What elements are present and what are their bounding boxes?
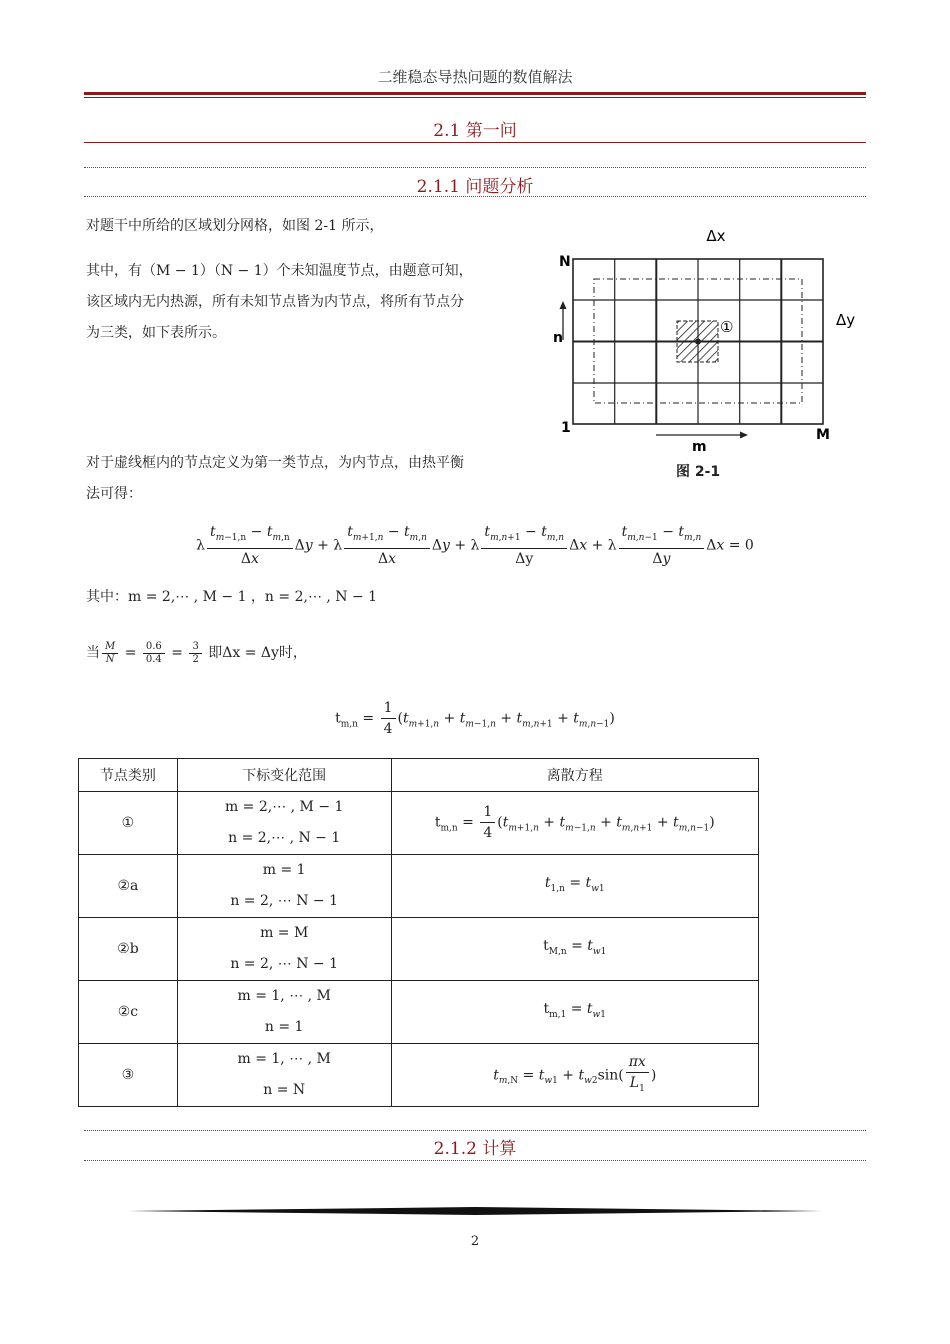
table-row	[79, 918, 759, 981]
paragraph-inner-nodes	[86, 448, 464, 510]
node-type-label: ①	[720, 318, 734, 336]
range-m: m = 1, ⋯ , M	[237, 988, 331, 1004]
range-n: n = 2, ⋯ N − 1	[230, 956, 339, 972]
running-header: 二维稳态导热问题的数值解法	[377, 68, 573, 86]
heat-balance-equation: λ $\frac{t_{m-1,n} - t_{m,n}}{\Delta x}$ Δy + λ $\frac{t_{m+1,n} - t_{m,n}}{\Delta x}$ Δy + λ $\frac{t_{m,n+1} - t_{m,n}}{\Delta y}$ Δx + λ $\frac{t_{m,n-1} - t_{m,n}}{\Delta y}$ Δx = 0	[196, 524, 754, 567]
equation-cell: $t_{M,n} = t_{w1}$	[391, 918, 758, 981]
paragraph-nodes	[86, 256, 473, 349]
index-range-text: 其中：m = 2,⋯ , M − 1 ，n = 2,⋯ , N − 1	[86, 589, 378, 605]
dx-label: Δx	[706, 227, 726, 245]
simplified-equation: $t_{m,n}$ = $\frac{1}{4}$ $(t_{m+1,n} + t_{m-1,n} + t_{m,n+1} + t_{m,n-1})$	[335, 700, 615, 737]
equation-cell: $t_{m,n}$ = $\frac{1}{4}$ $(t_{m+1,n} + t_{m-1,n} + t_{m,n+1} + t_{m,n-1})$	[391, 792, 758, 855]
section-2-1-1-top-rule	[84, 167, 866, 168]
m-arrowhead	[740, 432, 748, 439]
table-row	[79, 981, 759, 1044]
range-cell	[177, 792, 391, 855]
section-2-1-2-top-rule	[84, 1130, 866, 1131]
page-number: 2	[470, 1234, 480, 1249]
one-label: 1	[561, 420, 571, 436]
M-label: M	[816, 427, 830, 443]
range-m: m = 1, ⋯ , M	[237, 1051, 331, 1067]
section-2-1-1-bottom-rule	[84, 196, 866, 197]
range-cell	[177, 855, 391, 918]
section-2-1-rule	[84, 142, 866, 143]
range-n: n = N	[263, 1082, 306, 1098]
figure-caption: 图 2-1	[676, 464, 721, 480]
range-m: m = 2,⋯ , M − 1	[224, 799, 344, 815]
header-index-range: 下标变化范围	[177, 759, 391, 792]
range-n: n = 1	[264, 1019, 304, 1035]
section-2-1-title: 2.1 第一问	[433, 121, 517, 141]
range-n: n = 2,⋯ , N − 1	[228, 830, 341, 846]
paragraph-inner-line1: 对于虚线框内的节点定义为第一类节点，为内节点，由热平衡	[86, 455, 464, 471]
node-type-cell: ①	[79, 792, 178, 855]
paragraph-nodes-line2: 该区域内无内热源，所有未知节点皆为内节点，将所有节点分	[86, 294, 464, 310]
header-node-type: 节点类别	[79, 759, 178, 792]
ratio-prefix: 当	[86, 645, 100, 661]
equation-cell: $t_{m,N} = t_{w1} + t_{w2}\sin$( $\frac{\pi x}{L_1}$ )	[391, 1044, 758, 1107]
node-type-cell: ②b	[79, 918, 178, 981]
node-classification-table	[78, 758, 759, 1107]
equation-cell: $t_{m,1} = t_{w1}$	[391, 981, 758, 1044]
dy-label: Δy	[836, 311, 856, 329]
node-type-cell: ②a	[79, 855, 178, 918]
footer-rule	[128, 1205, 822, 1217]
node-type-cell: ②c	[79, 981, 178, 1044]
section-2-1-2-bottom-rule	[84, 1160, 866, 1161]
table-row	[79, 1044, 759, 1107]
header-discrete-equation: 离散方程	[391, 759, 758, 792]
range-n: n = 2, ⋯ N − 1	[230, 893, 339, 909]
paragraph-inner-line2: 法可得：	[86, 486, 142, 502]
table-row	[79, 792, 759, 855]
range-cell	[177, 981, 391, 1044]
paragraph-nodes-line1: 其中，有（M − 1）（N − 1）个未知温度节点，由题意可知，	[86, 263, 473, 279]
n-label: n	[553, 330, 563, 346]
table-row	[79, 855, 759, 918]
paragraph-nodes-line3: 为三类，如下表所示。	[86, 325, 226, 341]
header-rule-thick	[84, 92, 866, 95]
paragraph-grid: 对题干中所给的区域划分网格，如图 2-1 所示，	[86, 218, 384, 234]
range-cell	[177, 918, 391, 981]
node-type-cell: ③	[79, 1044, 178, 1107]
header-rule-thin	[84, 97, 866, 98]
node-point	[695, 339, 701, 345]
m-label: m	[692, 439, 707, 454]
range-cell	[177, 1044, 391, 1107]
range-m: m = 1	[262, 862, 306, 878]
equation-cell: $t_{1,n} = t_{w1}$	[391, 855, 758, 918]
ratio-suffix: 即Δx = Δy时，	[208, 645, 307, 661]
N-label: N	[559, 254, 571, 270]
table-header-row	[79, 759, 759, 792]
n-arrowhead	[560, 301, 567, 309]
section-2-1-2-title: 2.1.2 计算	[433, 1139, 517, 1159]
range-m: m = M	[260, 925, 309, 941]
section-2-1-1-title: 2.1.1 问题分析	[416, 177, 534, 197]
ratio-condition: 当 $\frac{M}{N}$ = $\frac{0.6}{0.4}$ = $\frac{3}{2}$ 即Δx = Δy时，	[86, 640, 307, 665]
grid-figure	[540, 222, 870, 454]
